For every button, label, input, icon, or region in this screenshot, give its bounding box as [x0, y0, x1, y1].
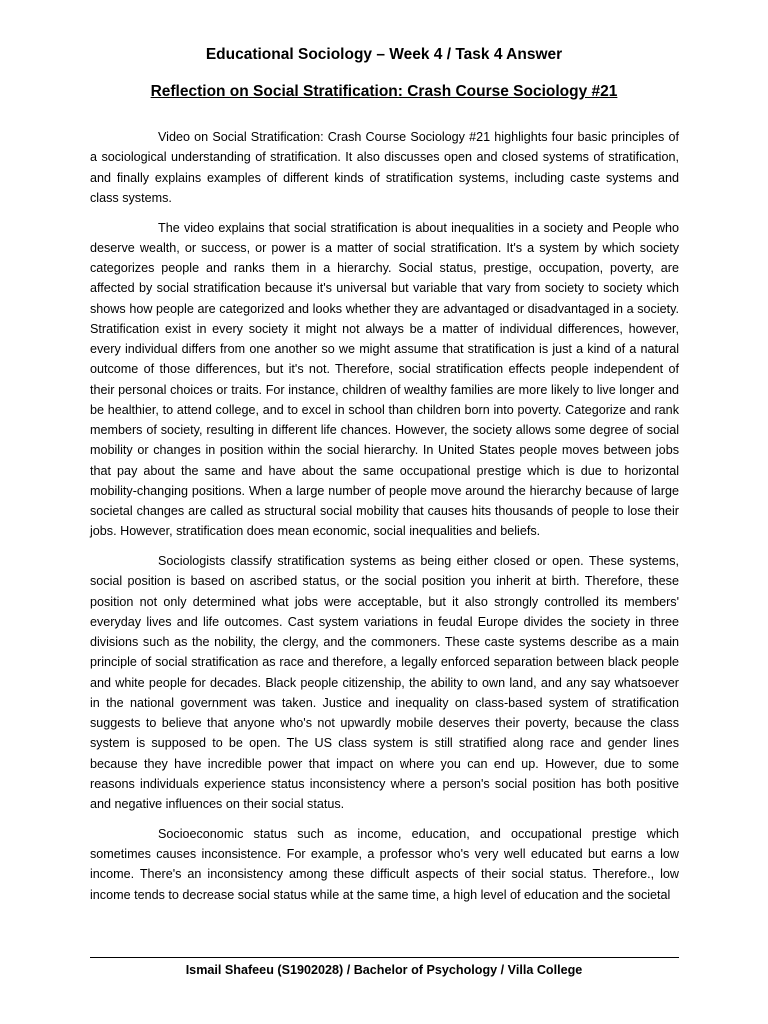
- document-body: [90, 127, 679, 914]
- body-paragraph-3: Sociologists classify stratification systems as being either closed or open. These systems, social position is based on ascribed status, or the social position you inherit at birth. Therefore, these position not only determined what jobs were acceptable, but it also strongly controlled its members' everyday lives and life outcomes. Cast system variations in feudal Europe divides the society in three divisions such as the nobility, the clergy, and the commoners. These caste systems describe as a main principle of social stratification as race and therefore, a legally enforced separation between black people and white people for decades. Black people citizenship, the ability to own land, and any say whatsoever in the national government was taken. Justice and inequality on class-based system of stratification suggests to believe that anyone who's not upwardly mobile deserves their poverty, because the class system is supposed to be open. The US class system is still stratified along race and gender lines because they have incredible power that impact on where you can end up. However, due to some reasons individuals experience status inconsistency where a person's social position has both positive and negative influences on their social status.: [90, 554, 679, 811]
- body-paragraph-1: Video on Social Stratification: Crash Course Sociology #21 highlights four basic principles of a sociological understanding of stratification. It also discusses open and closed systems of stratification, and finally explains examples of different kinds of stratification systems, including caste systems and class systems.: [90, 130, 679, 205]
- footer-author-line: Ismail Shafeeu (S1902028) / Bachelor of Psychology / Villa College: [185, 963, 583, 977]
- document-title: Educational Sociology – Week 4 / Task 4 Answer: [205, 46, 563, 63]
- body-paragraph-2: The video explains that social stratification is about inequalities in a society and People who deserve wealth, or success, or power is a matter of social stratification. It's a system by which society categorizes people and ranks them in a hierarchy. Social status, prestige, occupation, poverty, are affected by social stratification because it's universal but variable that vary from society to society which shows how people are categorized and looks whether they are advantaged or disadvantaged in a society. Stratification exist in every society it might not always be a matter of individual differences, however, every individual differs from one another so we might assume that stratification is just a kind of a natural outcome of those differences, but it's not. Therefore, social stratification effects people independent of their personal choices or traits. For instance, children of wealthy families are more likely to live longer and be healthier, to attend college, and to excel in school than children born into poverty. Categorize and rank members of society, resulting in different life chances. However, the society allows some degree of social mobility or changes in position within the social hierarchy. In United States people moves between jobs that pay about the same and have about the same occupational prestige which is due to horizontal mobility-changing positions. When a large number of people move around the hierarchy because of large societal changes are called as structural social mobility that causes hits thousands of people to lose their jobs. However, stratification does mean economic, social inequalities and beliefs.: [90, 220, 679, 539]
- document-subtitle: Reflection on Social Stratification: Crash Course Sociology #21: [150, 83, 618, 100]
- body-paragraph-4: Socioeconomic status such as income, education, and occupational prestige which sometimes causes inconsistence. For example, a professor who's very well educated but earns a low income. There's an inconsistency among these difficult aspects of their social status. Therefore., low income tends to decrease social status while at the same time, a high level of education and the societal: [90, 826, 679, 902]
- footer-divider: [90, 957, 679, 958]
